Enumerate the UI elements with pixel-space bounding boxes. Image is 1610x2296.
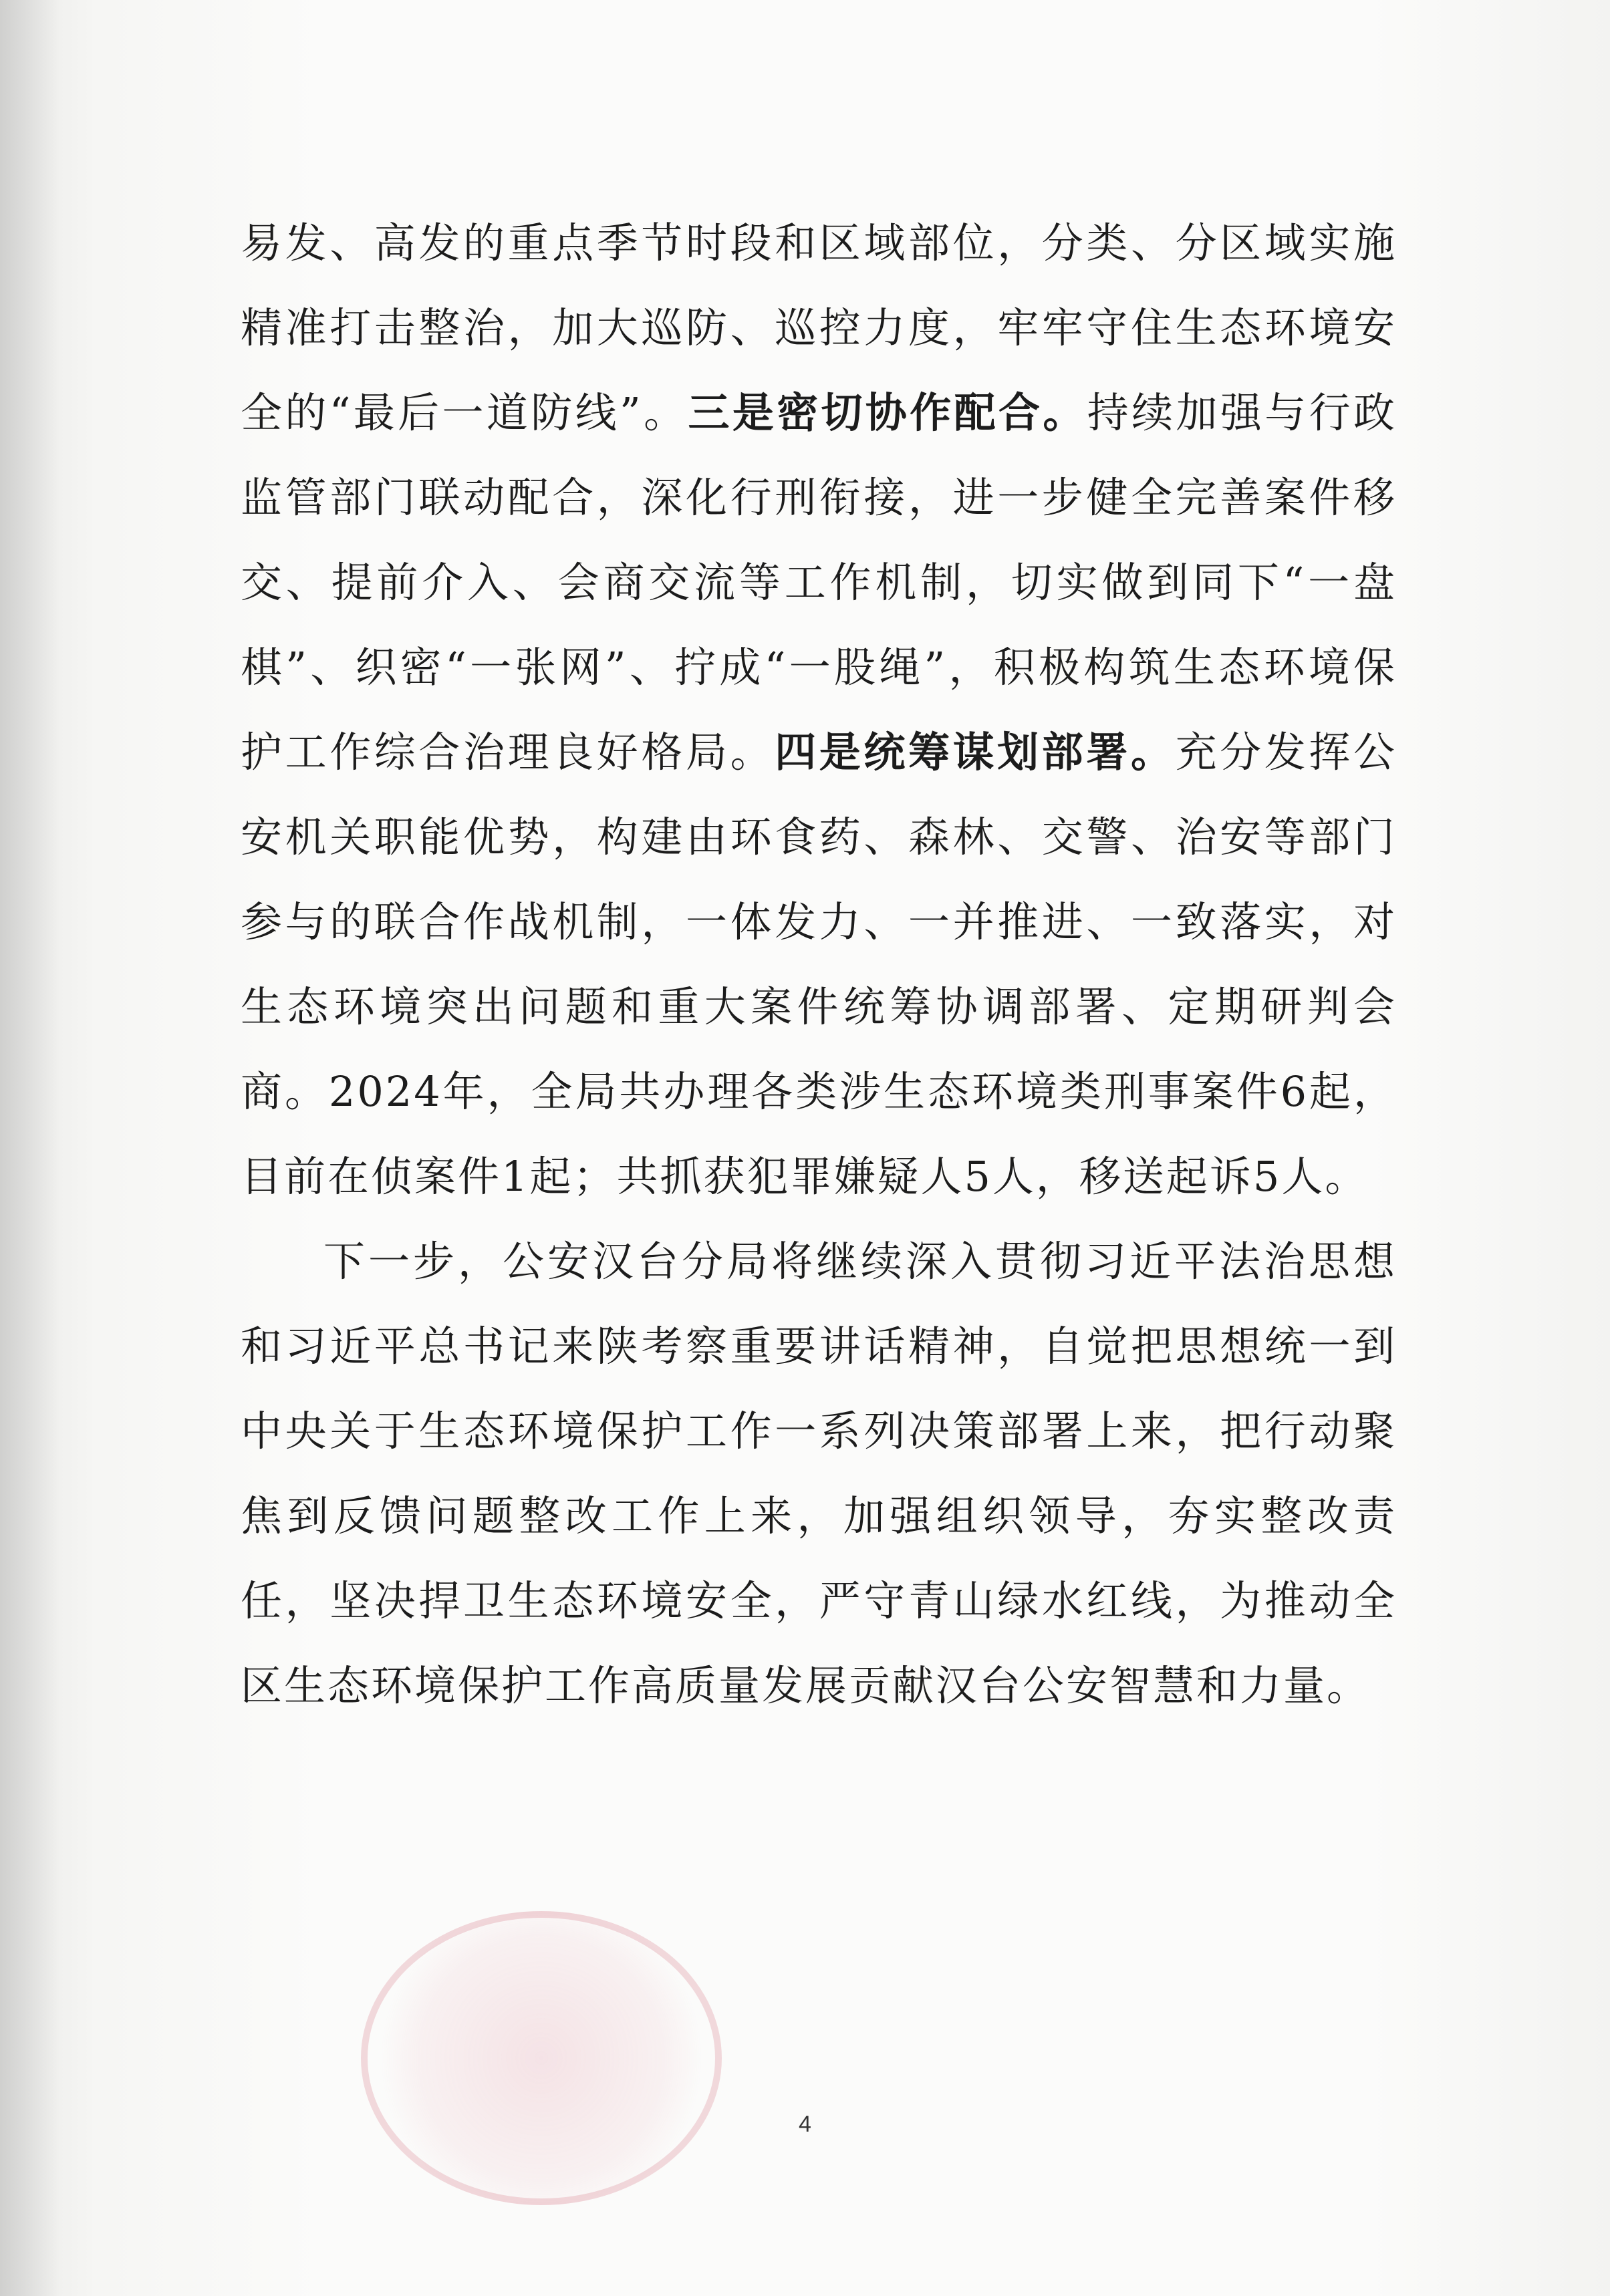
heading-point-four: 四是统筹谋划部署。 bbox=[775, 728, 1176, 776]
paragraph-continued bbox=[241, 200, 1397, 1219]
paragraph-next-steps: 下一步，公安汉台分局将继续深入贯彻习近平法治思想和习近平总书记来陕考察重要讲话精神，自觉把思想统一到中央关于生态环境保护工作一系列决策部署上来，把行动聚焦到反馈问题整改工作上来，加强组织领导，夯实整改责任，坚决捍卫生态环境安全，严守青山绿水红线，为推动全区生态环境保护工作高质量发展贡献汉台公安智慧和力量。 bbox=[241, 1237, 1397, 1710]
page-number: 4 bbox=[799, 2112, 811, 2137]
paragraph-text-b: 持续加强与行政监管部门联动配合，深化行刑衔接，进一步健全完善案件移交、提前介入、会商交流等工作机制，切实做到同下“一盘棋”、织密“一张网”、拧成“一股绳”，积极构筑生态环境保护工作综合治理良好格局。 bbox=[241, 388, 1397, 776]
paragraph-text-c: 充分发挥公安机关职能优势，构建由环食药、森林、交警、治安等部门参与的联合作战机制，一体发力、一并推进、一致落实，对生态环境突出问题和重大案件统筹协调部署、定期研判会商。2024年，全局共办理各类涉生态环境类刑事案件6起，目前在侦案件1起；共抓获犯罪嫌疑人5人，移送起诉5人。 bbox=[241, 728, 1397, 1201]
heading-point-three: 三是密切协作配合。 bbox=[688, 388, 1087, 437]
scan-edge-shadow bbox=[0, 0, 60, 2296]
paragraph-text-a: 易发、高发的重点季节时段和区域部位，分类、分区域实施精准打击整治，加大巡防、巡控力度，牢牢守住生态环境安全的“最后一道防线”。 bbox=[241, 219, 1397, 437]
red-seal-stamp bbox=[361, 1911, 722, 2205]
document-body bbox=[241, 200, 1397, 1728]
